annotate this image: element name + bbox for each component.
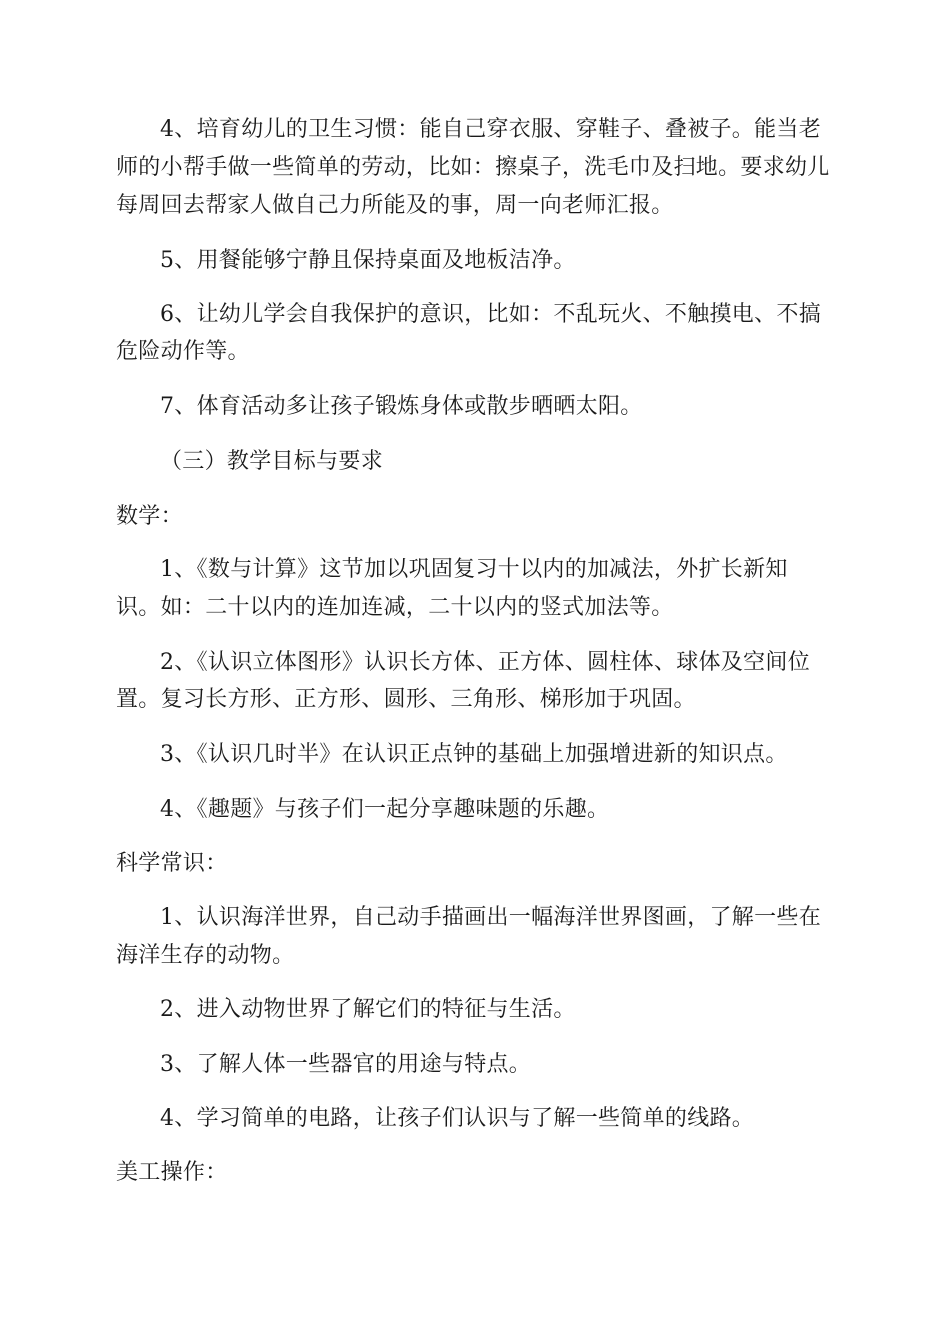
paragraph-line: 每周回去帮家人做自己力所能及的事，周一向老师汇报。 <box>116 193 674 218</box>
paragraph-line: 4、《趣题》与孩子们一起分享趣味题的乐趣。 <box>160 797 610 822</box>
paragraph-line: 4、培育幼儿的卫生习惯：能自己穿衣服、穿鞋子、叠被子。能当老 <box>160 117 821 142</box>
paragraph-line: 5、用餐能够宁静且保持桌面及地板洁净。 <box>160 248 576 273</box>
paragraph-line: 置。复习长方形、正方形、圆形、三角形、梯形加于巩固。 <box>116 687 696 712</box>
paragraph-line: 海洋生存的动物。 <box>116 943 295 968</box>
paragraph-line: 2、进入动物世界了解它们的特征与生活。 <box>160 997 576 1022</box>
paragraph-line: 3、《认识几时半》在认识正点钟的基础上加强增进新的知识点。 <box>160 742 788 767</box>
paragraph-line: 4、学习简单的电路，让孩子们认识与了解一些简单的线路。 <box>160 1106 755 1131</box>
paragraph-line: 1、《数与计算》这节加以巩固复习十以内的加减法，外扩长新知 <box>160 557 788 582</box>
section-heading: （三）教学目标与要求 <box>160 449 384 474</box>
paragraph-line: 1、认识海洋世界，自己动手描画出一幅海洋世界图画，了解一些在 <box>160 905 821 930</box>
subject-heading-math: 数学： <box>116 504 183 529</box>
paragraph-line: 师的小帮手做一些简单的劳动，比如：擦桌子，洗毛巾及扫地。要求幼儿 <box>116 155 830 180</box>
paragraph-line: 7、体育活动多让孩子锻炼身体或散步晒晒太阳。 <box>160 394 643 419</box>
subject-heading-art: 美工操作： <box>116 1160 228 1185</box>
subject-heading-science: 科学常识： <box>116 851 228 876</box>
paragraph-line: 6、让幼儿学会自我保护的意识，比如：不乱玩火、不触摸电、不搞 <box>160 302 821 327</box>
paragraph-line: 3、了解人体一些器官的用途与特点。 <box>160 1052 532 1077</box>
paragraph-line: 2、《认识立体图形》认识长方体、正方体、圆柱体、球体及空间位 <box>160 650 810 675</box>
paragraph-line: 危险动作等。 <box>116 339 250 364</box>
paragraph-line: 识。如：二十以内的连加连减，二十以内的竖式加法等。 <box>116 595 674 620</box>
